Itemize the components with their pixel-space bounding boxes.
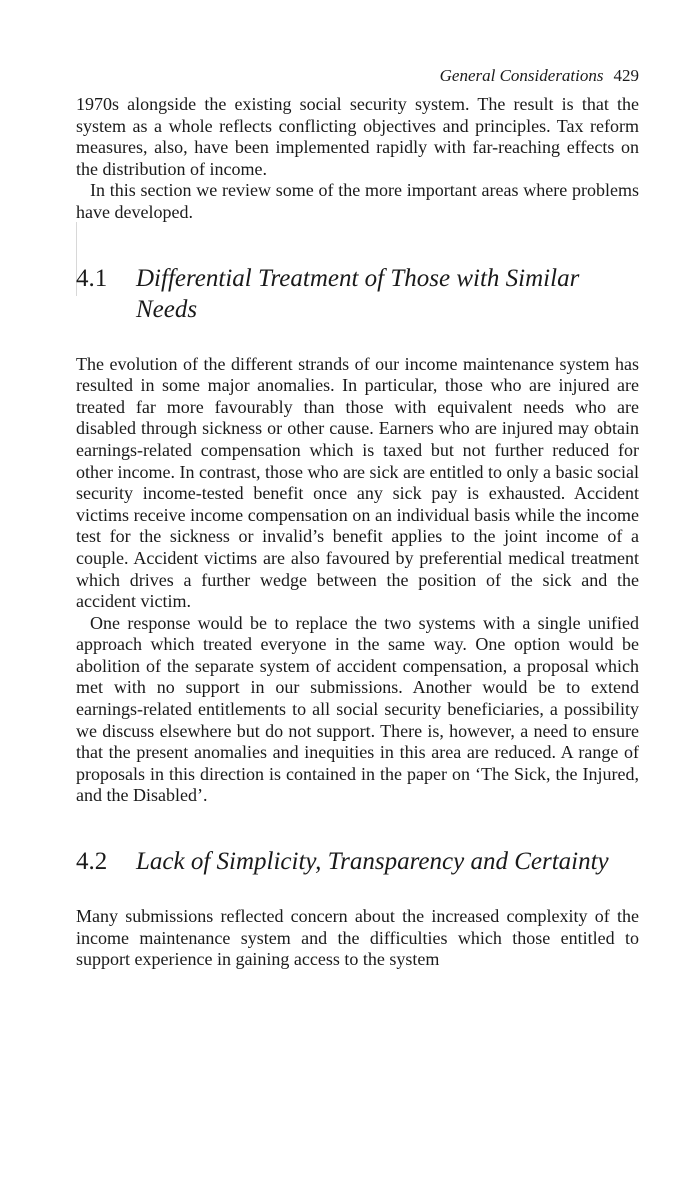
running-head-title: General Considerations bbox=[439, 66, 604, 85]
section-heading-4-1 bbox=[76, 263, 639, 325]
section-title: Lack of Simplicity, Transparency and Certainty bbox=[136, 848, 609, 876]
section-4-2-paragraph-1: Many submissions reflected concern about the increased complexity of the income maintenance system and the difficulties which those entitled to support experience in gaining access to the system bbox=[76, 906, 639, 970]
section-4-1-paragraph-1: The evolution of the different strands of our income maintenance system has resulted in some major anomalies. In particular, those who are injured are treated far more favourably than those with equivalent needs who are disabled through sickness or other cause. Earners who are injured may obtain earnings-related compensation which is taxed but not further reduced for other income. In contrast, those who are sick are entitled to only a basic social security income-tested benefit once any sick pay is exhausted. Accident victims receive income compensation on an individual basis while the income test for the sickness or invalid’s benefit applies to the joint income of a couple. Accident victims are also favoured by preferential medical treatment which drives a further wedge between the position of the sick and the accident victim. bbox=[76, 353, 639, 612]
section-heading-4-2 bbox=[76, 846, 639, 877]
section-title: Differential Treatment of Those with Similar Needs bbox=[136, 264, 580, 323]
section-number: 4.2 bbox=[76, 848, 108, 876]
section-number: 4.1 bbox=[76, 264, 108, 292]
page-number: 429 bbox=[613, 66, 639, 85]
page-body bbox=[76, 94, 639, 971]
section-4-1-paragraph-2: One response would be to replace the two systems with a single unified approach which treated everyone in the same way. One option would be abolition of the separate system of accident compensation, a proposal which met with no support in our submissions. Another would be to extend earnings-related entitlements to all social security beneficiaries, a possibility we discuss elsewhere but do not support. There is, however, a need to ensure that the present anomalies and inequities in this area are reduced. A range of proposals in this direction is contained in the paper on ‘The Sick, the Injured, and the Disabled’. bbox=[76, 612, 639, 806]
intro-paragraph-2: In this section we review some of the more important areas where problems have developed. bbox=[76, 180, 639, 222]
intro-paragraph-1: 1970s alongside the existing social security system. The result is that the system as a whole reflects conflicting objectives and principles. Tax reform measures, also, have been implemented rapidly with far-reaching effects on the distribution of income. bbox=[76, 94, 639, 179]
running-head bbox=[440, 66, 639, 86]
